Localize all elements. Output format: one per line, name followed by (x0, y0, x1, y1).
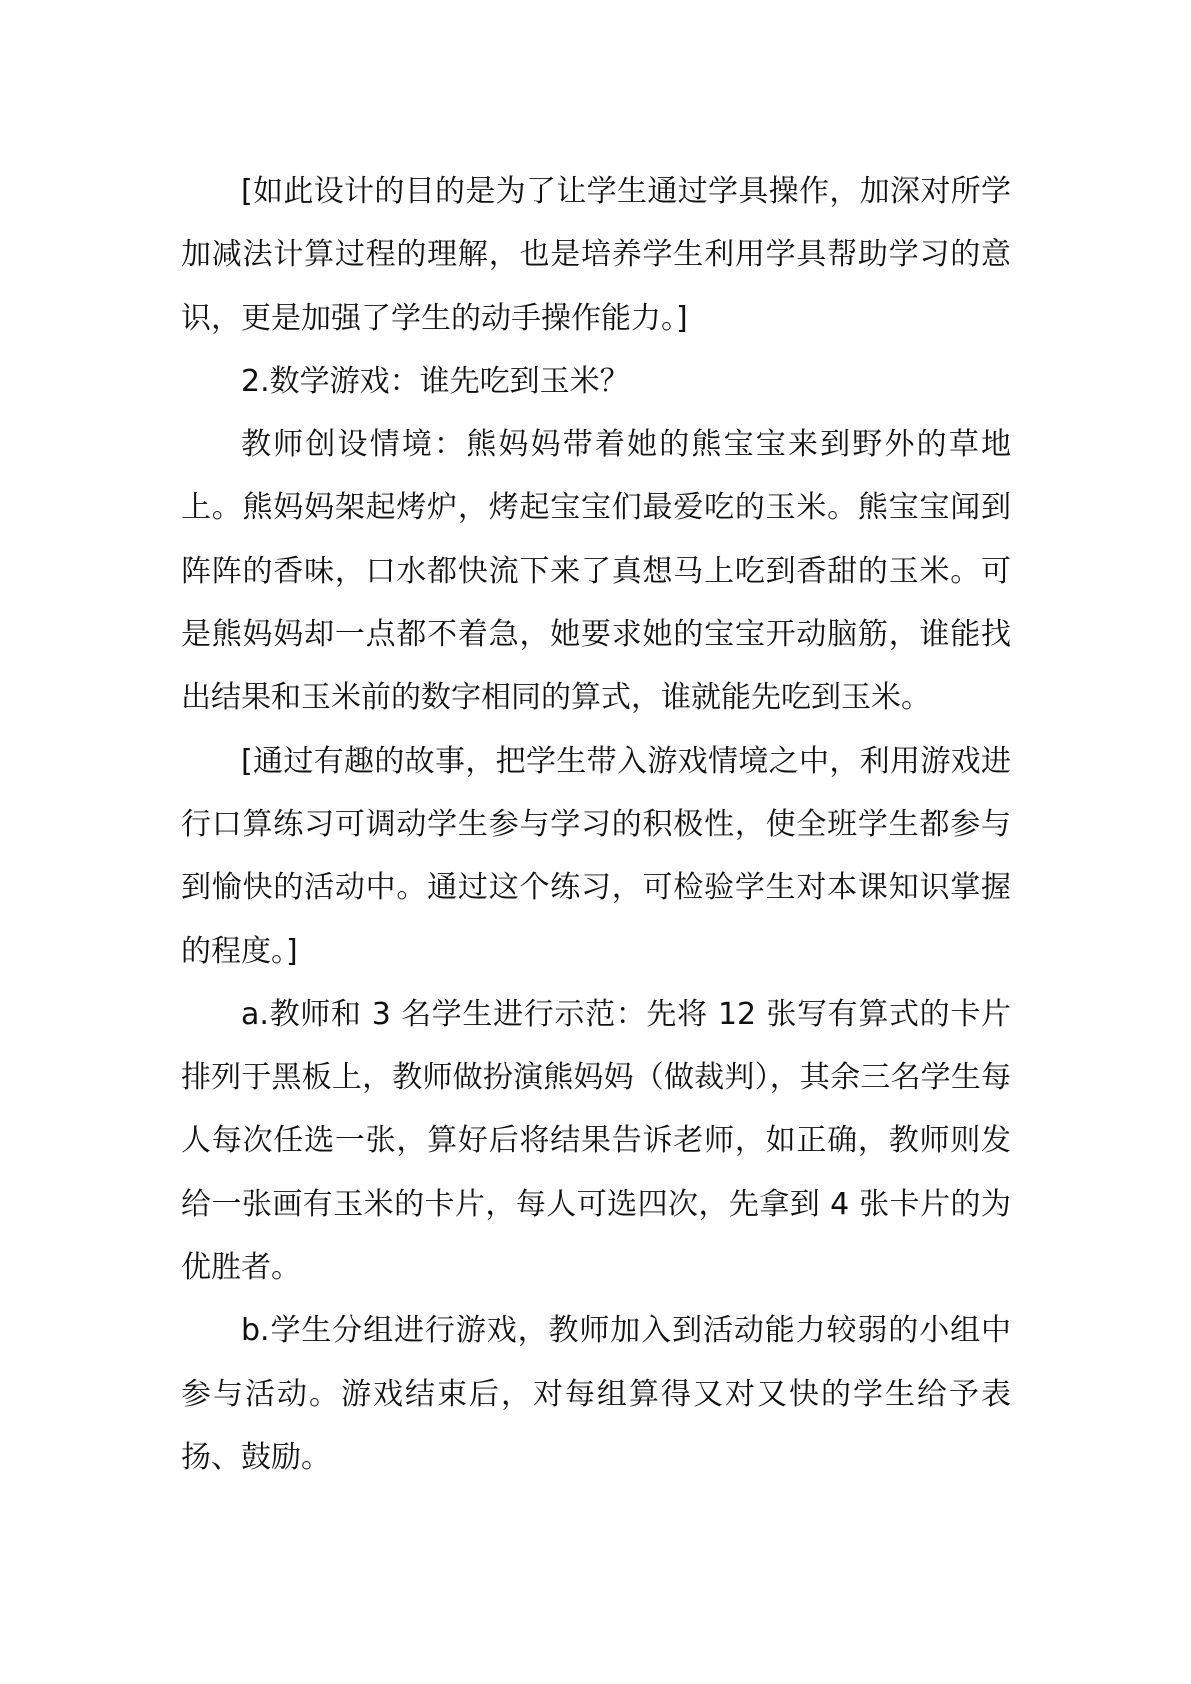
paragraph-step-a: a.教师和 3 名学生进行示范：先将 12 张写有算式的卡片排列于黑板上，教师做扮演熊妈妈（做裁判），其余三名学生每人每次任选一张，算好后将结果告诉老师，如正确，教师则发给一张画有玉米的卡片，每人可选四次，先拿到 4 张卡片的为优胜者。 (181, 996, 1011, 1286)
paragraph-step-b: b.学生分组进行游戏，教师加入到活动能力较弱的小组中参与活动。游戏结束后，对每组算得又对又快的学生给予表扬、鼓励。 (181, 1313, 1011, 1475)
paragraph-story-purpose: [通过有趣的故事，把学生带入游戏情境之中，利用游戏进行口算练习可调动学生参与学习的积极性，使全班学生都参与到愉快的活动中。通过这个练习，可检验学生对本课知识掌握的程度。] (181, 743, 1011, 969)
paragraph-teacher-scenario: 教师创设情境：熊妈妈带着她的熊宝宝来到野外的草地上。熊妈妈架起烤炉，烤起宝宝们最爱吃的玉米。熊宝宝闻到阵阵的香味，口水都快流下来了真想马上吃到香甜的玉米。可是熊妈妈却一点都不着急，她要求她的宝宝开动脑筋，谁能找出结果和玉米前的数字相同的算式，谁就能先吃到玉米。 (181, 427, 1011, 716)
paragraph-design-purpose: [如此设计的目的是为了让学生通过学具操作，加深对所学加减法计算过程的理解，也是培养学生利用学具帮助学习的意识，更是加强了学生的动手操作能力。] (181, 174, 1011, 336)
paragraph-heading-math-game: 2.数学游戏：谁先吃到玉米？ (241, 363, 630, 399)
document-body (181, 160, 1011, 1489)
